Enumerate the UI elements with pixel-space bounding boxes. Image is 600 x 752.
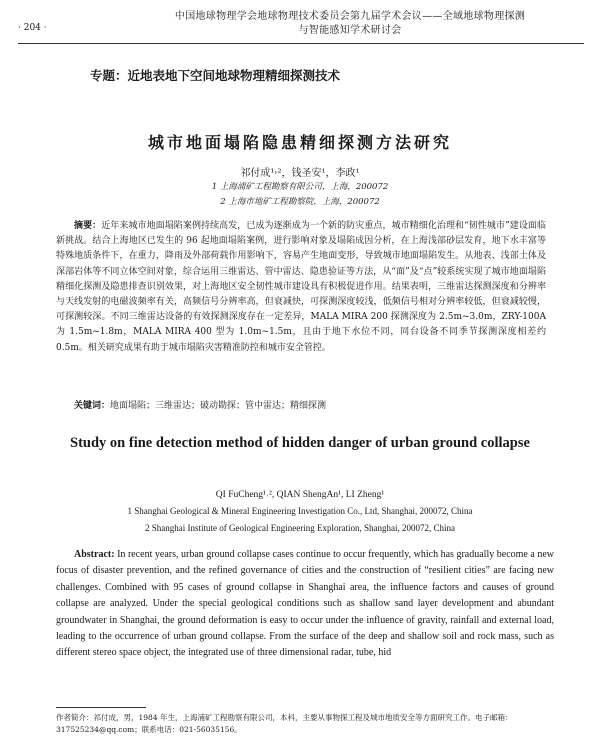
chinese-authors: 祁付成¹˒²，钱圣安¹，李政¹	[240, 168, 360, 179]
running-header	[110, 10, 590, 38]
english-abstract	[56, 547, 554, 662]
footnote-divider	[56, 707, 146, 708]
english-abstract-text: In recent years, urban ground collapse cases continue to occur frequently, which has gradually become a new focus of disaster prevention, and the refined governance of cities and the construction of “resilient cities” are facing new challenges. Combined with 95 cases of ground collapse in Shanghai area, the influence factors and causes of ground collapse are analyzed. Under the special geological conditions such as shallow sand layer development and abundant groundwater in Shanghai, the ground deformation is easy to occur under the influence of gravity, rainfall and external load, leading to the occurrence of urban ground collapse. From the surface of the deep and shallow soil and rock mass, such as different stereo space object, the integrated use of three dimensional radar, tube, hid	[56, 549, 555, 659]
chinese-keywords	[56, 399, 546, 413]
journal-name-line1: 中国地球物理学会地球物理技术委员会第九届学术会议——全域地球物理探测	[174, 11, 526, 22]
chinese-abstract-label: 摘要：	[74, 221, 102, 231]
chinese-abstract	[56, 219, 546, 356]
english-authors: QI FuCheng¹˒², QIAN ShengAn¹, LI Zheng¹	[215, 490, 385, 500]
special-topic-heading: 专题：近地表地下空间地球物理精细探测技术	[90, 68, 341, 83]
chinese-affiliation-2: 2 上海市地矿工程勘察院，上海，200072	[220, 197, 380, 207]
english-affiliation-1: 1 Shanghai Geological & Mineral Engineering Investigation Co., Ltd, Shanghai, 200072, China	[127, 506, 473, 516]
chinese-keywords-text: 地面塌陷；三维雷达；破动勘探；管中雷达；精细探测	[110, 401, 327, 411]
journal-name-line2: 与智能感知学术研讨会	[298, 25, 402, 36]
english-title: Study on fine detection method of hidden danger of urban ground collapse	[70, 435, 530, 451]
english-abstract-label: Abstract:	[74, 549, 115, 560]
english-affiliation-2: 2 Shanghai Institute of Geological Engineering Exploration, Shanghai, 200072, China	[145, 523, 455, 533]
page-number: · 204 ·	[18, 23, 47, 33]
chinese-affiliation-1: 1 上海浦矿工程勘察有限公司，上海，200072	[211, 182, 389, 192]
author-footnote: 作者简介：祁付成，男，1984 年生，上海浦矿工程勘察有限公司，本科，主要从事物探工程及城市地质安全等方面研究工作。电子邮箱：317525234@qq.com；联系电话：021-56035156。	[56, 713, 513, 734]
chinese-title: 城市地面塌陷隐患精细探测方法研究	[147, 133, 452, 152]
chinese-keywords-label: 关键词：	[74, 401, 111, 411]
chinese-abstract-text: 近年来城市地面塌陷案例持续高发，已成为逐渐成为一个新的防灾重点，城市精细化治理和“韧性城市”建设面临新挑战。结合上海地区已发生的 96 起地面塌陷案例，进行影响对象及塌陷成因分析，在上海浅部砂层发育，地下水丰富等特殊地质条件下，在重力，降雨及外部荷载作用影响下，容易产生地面变形，导致城市地面塌陷发生。从地表、浅部土体及深部岩体等不同立体空间对象，综合运用三维雷达、管中雷达、隐患验证等方法，从“面”及“点”较系统实现了城市地面塌陷精细化探测及隐患排查识别效果，对上海地区安全韧性城市建设具有积极促进作用。结果表明，三维雷达探测深度和分辨率与天线发射的电磁波频率有关，高频信号分辨率高，但衰减快，可探测深度较浅，低频信号相对分辨率较低，但衰减较慢，可探测较深。不同三维雷达设备的有效探测深度存在一定差异，MALA MIRA 200 探测深度为 2.5m~3.0m，ZRY-100A 为 1.5m~1.8m，MALA MIRA 400 型为 1.0m~1.5m，且由于地下水位不同，同台设备不同季节探测深度相差约 0.5m。相关研究成果有助于城市塌陷灾害精准防控和城市安全管控。	[56, 221, 546, 353]
header-divider	[18, 43, 584, 44]
